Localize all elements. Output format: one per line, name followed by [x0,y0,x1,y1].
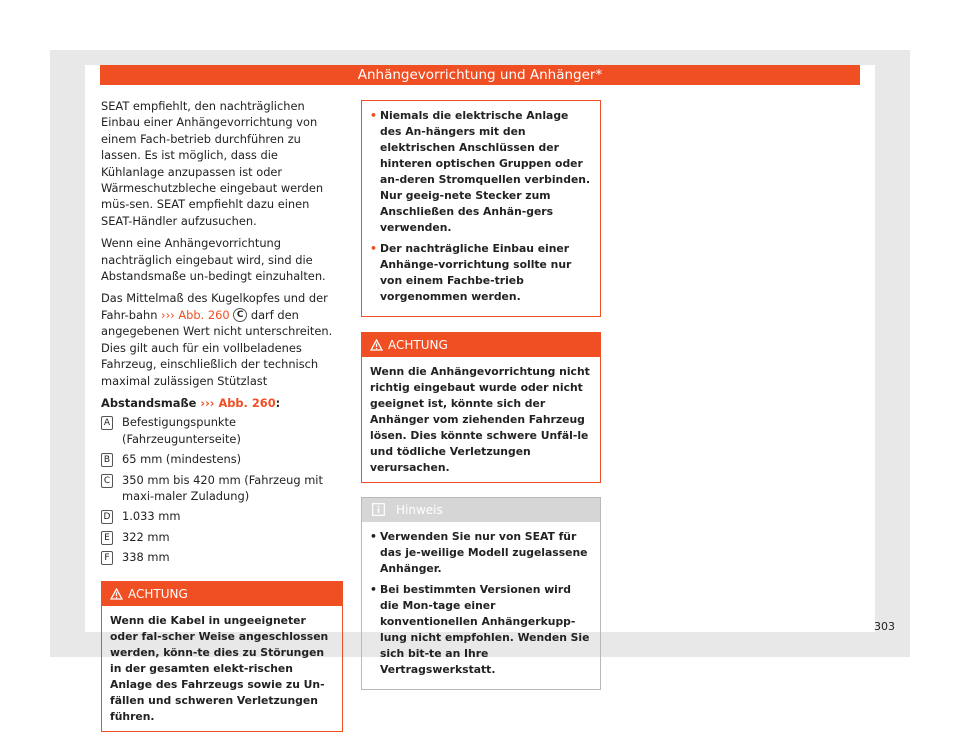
bullet-item [370,582,592,678]
distance-item [101,529,344,545]
reference-arrows: ››› [200,395,215,410]
bullet-item [370,108,592,236]
distance-text: Befestigungspunkte (Fahrzeugunterseite) [122,415,241,446]
callout-letter: E [101,531,113,545]
bullet-item [370,241,592,305]
callout-letter: A [101,416,113,430]
paragraph-intro: SEAT empfiehlt, den nachträglichen Einbau einer Anhängevorrichtung von einem Fach-betrieb durchführen zu lassen. Es ist möglich, dass die Kühlanlage anzupassen ist oder Wärmeschutzbleche eingebaut werden müs-sen. SEAT empfiehlt dazu einen SEAT-Händler aufzusuchen. [101,99,324,228]
warning-box-right [361,332,601,483]
hint-box [361,497,601,690]
distance-text: 1.033 mm [122,509,181,524]
figure-link[interactable]: Abb. 260 [218,395,276,410]
bullet-icon: • [370,242,377,255]
section-banner: Anhängevorrichtung und Anhänger* [100,65,860,85]
distance-text: 350 mm bis 420 mm (Fahrzeug mit maxi-maler Zuladung) [122,472,323,503]
distances-heading: Abstandsmaße ››› Abb. 260: [101,395,281,410]
callout-circle-c: C [233,308,247,322]
warning-triangle-icon [370,339,383,351]
callout-letter: C [101,474,113,488]
callout-letter: B [101,453,113,467]
callout-letter: D [101,510,113,524]
distance-item [101,549,344,565]
page-number: 303 [874,620,895,633]
reference-arrows: ››› [161,307,175,322]
bullet-item [370,529,592,577]
distance-item [101,508,344,524]
info-icon [372,503,385,516]
right-column [361,100,601,690]
hint-header: Hinweis [362,498,600,522]
warning-header: ACHTUNG [102,582,342,606]
warning-header: ACHTUNG [362,333,600,357]
distance-text: 65 mm (mindestens) [122,452,242,467]
distance-item [101,472,344,505]
warning-continuation-box [361,100,601,317]
left-column [101,98,344,732]
warning-text: Wenn die Anhängevorrichtung nicht richtig eingebaut wurde oder nicht geeignet ist, könnte sich der Anhänger vom ziehenden Fahrzeug lösen. Dies könnte schwere Unfäl-le und tödliche Verletzungen verursachen. [370,365,590,474]
callout-letter: F [101,551,113,565]
bullet-icon: • [370,583,377,596]
bullet-text: Niemals die elektrische Anlage des An-hängers mit den elektrischen Anschlüssen der hinteren optischen Gruppen oder an-deren Stromquellen verbinden. Nur geeig-nete Stecker zum Anschließen des Anhän-gers verwenden. [380,109,591,234]
bullet-text: Verwenden Sie nur von SEAT für das je-weilige Modell zugelassene Anhänger. [380,530,588,575]
paragraph-ball-head: Das Mittelmaß des Kugelkopfes und der Fahr-bahn ››› Abb. 260 C darf den angegebenen Wert nicht unterschreiten. Dies gilt auch für ein vollbeladenes Fahrzeug, einschließlich der technisch maximal zulässigen Stützlast [101,291,333,388]
bullet-icon: • [370,530,377,543]
distance-list [101,414,344,565]
figure-link[interactable]: Abb. 260 [178,307,230,322]
paragraph-distances: Wenn eine Anhängevorrichtung nachträglich eingebaut wird, sind die Abstandsmaße un-bedingt einzuhalten. [101,236,326,284]
distance-text: 338 mm [122,550,170,565]
warning-text: Wenn die Kabel in ungeeigneter oder fal-scher Weise angeschlossen werden, könn-te dies zu Störungen in der gesamten elekt-rischen Anlage des Fahrzeugs sowie zu Un-fällen und schweren Verletzungen führen. [110,613,329,723]
warning-box-left [101,581,343,732]
warning-triangle-icon [110,588,123,600]
distance-item [101,451,344,467]
bullet-text: Bei bestimmten Versionen wird die Mon-tage einer konventionellen Anhängerkupp-lung nicht empfohlen. Wenden Sie sich bit-te an Ihre Vertragswerkstatt. [380,583,590,676]
bullet-icon: • [370,109,377,122]
bullet-text: Der nachträgliche Einbau einer Anhänge-vorrichtung sollte nur von einem Fachbe-trieb vorgenommen werden. [380,242,572,303]
distance-item [101,414,344,447]
distance-text: 322 mm [122,529,170,544]
